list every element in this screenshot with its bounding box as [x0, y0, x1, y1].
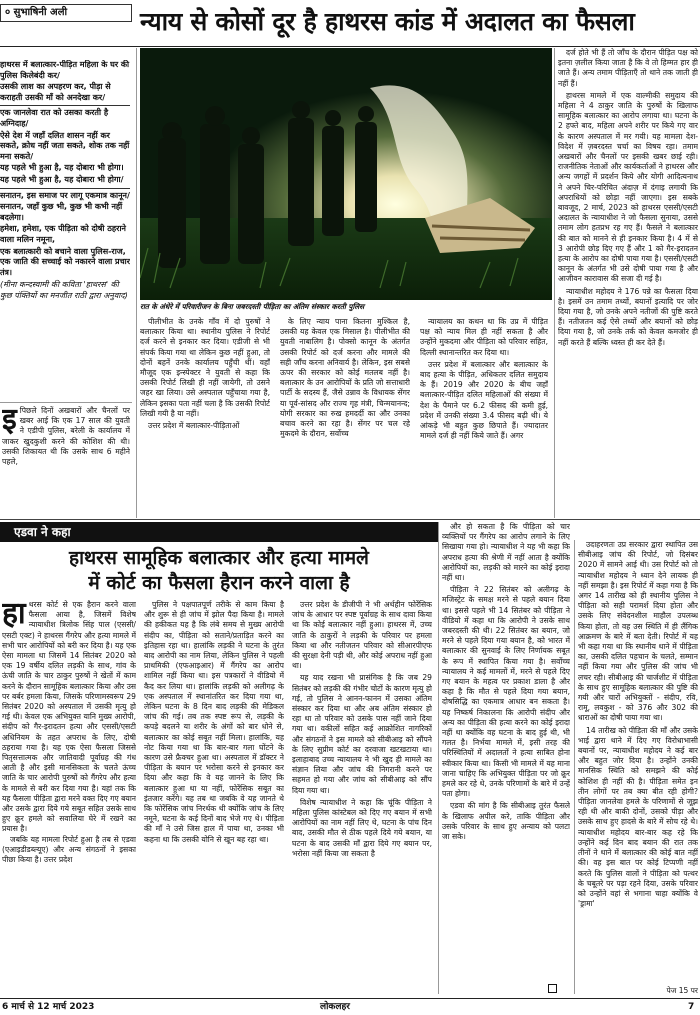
article2-headline: हाथरस सामूहिक बलात्कार और हत्या मामले में कोर्ट का फैसला हैरान करने वाला है	[69, 547, 369, 594]
article1-dropcap: इ	[2, 406, 17, 437]
article1-column-a: इ पिछले दिनों अखबारों और चैनलों पर खबर आई कि एक 17 साल की युवती ने एडीपी पुलिस, बरेली के कार्यालय में जाकर खुदकुशी करने की कोशिश की थी। उसकी शिकायत थी कि उसके साथ 6 महीने पहले,	[2, 406, 130, 467]
article1-column-e: दर्ज होते भी हैं तो जाँच के दौरान पीड़ित पक्ष को इतना ज़लील किया जाता है कि वे तो हिम्मत हार ही जाते हैं। अन्य तमाम पीड़िताएँ तो थाने तक जाती ही नहीं हैं। हाथरस मामले में एक वाल्मीकी समुदाय की महिला ने 4 ठाकुर जाति के पुरुषों के खिलाफ सामूहिक बलात्कार का आरोप लगाया था। घटना के 2 हफ्ते बाद, महिला अपने शरीर पर किये गए वार के कारण अस्पताल में मर गयी। यह मामला देश-विदेश में ज़बरदस्त चर्चा का विषय रहा। तमाम अखबारों और चैनलों पर इसकी खबर छाई रही। राजनीतिक नेताओं और कार्यकर्ताओं ने हाथरस और अन्य जगहों में प्रदर्शन किये और योगी आदित्यनाथ ने अपने चिर-परिचित अंदाज़ में दंगाइ लगायी कि अपराधियों को छोड़ा नहीं जाएगा। इस सबके बावजूद, 2 मार्च, 2023 को हाथरस एससी/एसटी अदालत के न्यायाधीश ने जो फैसला सुनाया, उससे तमाम लोग हतप्रभ रह गए हैं। फैसले ने बलात्कार की बात को मानने से ही इनकार किया है। 4 में से 3 आरोपी छोड़ दिए गए हैं और 1 को गैर-इरादतन हत्या के आरोप का दोषी पाया गया है। एससी/एसटी कानून के अंतर्गत भी उसे दोषी पाया गया है और आजीवन कारावास की सजा दी गई है। न्यायाधीश महोदय ने 176 पन्ने का फैसला दिया है। इसमें उन तमाम तथ्यों, बयानों इत्यादि पर जोर दिया गया है, जो उनके अपने नतीजों की पुष्टि करते हैं। नतीजतन कई ऐसे तथ्यों और बयानों को छोड़ दिया गया है, जो उनके तर्क को केवल कमजोर ही नहीं करते हैं बल्कि ध्वस्त ही कर देते हैं।	[558, 48, 698, 347]
poem-line: एक जानलेवा रात को उसका करती है अग्निदाह/	[0, 108, 109, 128]
poem-line: यह पहले भी हुआ है, यह दोबारा भी होगा।	[0, 163, 124, 173]
footer-date: 6 मार्च से 12 मार्च 2023	[2, 1002, 95, 1012]
header-rule	[0, 46, 700, 47]
footer-rule	[0, 998, 700, 999]
section-bar	[0, 522, 438, 542]
article1-column-d: न्यायालय का कथन था कि उप्र में पीड़ित पक्ष को न्याय मिल ही नहीं सकता है और उन्होंने मुकदमा और पीड़िता को परिवार सहित, दिल्ली स्थानान्तरित कर दिया था। उत्तर प्रदेश में बलात्कार और बलात्कार के बाद हत्या के पीड़ित, अधिकतर दलित समुदाय के हैं। 2019 और 2020 के बीच जहाँ बलात्कार-पीड़ित दलित महिलाओं की संख्या में देश के पैमाने पर 6.2 फीसद की कमी हुई, प्रदेश में उनकी संख्या 3.4 फीसद बढ़ी थी। ये आंकड़े भी बहुत कुछ छिपाते हैं। ज्यादातर मामले दर्ज ही नहीं किये जाते हैं। अगर	[420, 317, 548, 441]
article2-column-b: पुलिस ने पक्षपातपूर्ण तरीके से काम किया है और शुरू से ही जांच में झोल पैदा किया है। मामले की हकीकत यह है कि लंबे समय से मुख्य आरोपी संदीप का, पीड़िता को सताने/प्रताड़ित करने का इतिहास रहा था। हालांकि लड़की ने घटना के तुरंत बाद आरोपी का नाम लिया, लेकिन पुलिस ने पहली प्राथमिकी (एफआइआर) में गैंगरेप का आरोप शामिल नहीं किया था। इस पत्रकारों ने वीडियो में कैद कर लिया था। हालांकि लड़की को अलीगढ़ के एक अस्पताल में स्थानांतरित कर दिया गया था, लेकिन घटना के 8 दिन बाद लड़की की मेडिकल जांच की गई। तब तक स्पष्ट रूप से, लड़की के कपड़े बदलने या शरीर के अंगों को बार धोने से, बलात्कार का कोई सबूत नहीं मिला। हालांकि, यह नोट किया गया था कि बार-बार गला घोंटने के कारण उसे फ्रैक्चर हुआ था। अस्पताल में डॉक्टर ने पीड़िता के बयान पर भरोसा करने से इनकार कर दिया और कहा कि वे यह जानने के लिए कि बलात्कार हुआ था या नहीं, फोरेंसिक सबूत का इंतजार करेंगे। यह तब था जबकि वे यह जानते थे कि फोरेंसिक जांच निरर्थक थी क्योंकि जांच के लिए नमूने, घटना के कई दिनों बाद भेजे गए थे। पीड़िता की माँ ने उसे जिस हाल में पाया था, उनका भी कहना था कि उसकी योनि से खून बह रहा था।	[144, 600, 284, 844]
poem-title: ० सुभाषिनी अली	[5, 7, 68, 18]
poem-line: सनातन, जहाँ कुछ भी, कुछ भी कभी नहीं बदलेगा।	[0, 202, 123, 222]
article2-column-e: उदाहरणतः उप्र सरकार द्वारा स्थापित उस सीबीआइ जांच की रिपोर्ट, जो दिसंबर 2020 में सामने आई थी। उस रिपोर्ट को तो न्यायाधीश महोदय ने ध्यान देने लायक ही नहीं समझा है। इस रिपोर्ट में कहा गया है कि अगर 14 तारीख को ही स्थानीय पुलिस ने पीड़िता को सही परामर्श दिया होता और उसके लिए संवेदनशील माहौल उपलब्ध किया होता, तो वह उस स्थिति में ही लैंगिक आक्रमण के बारे में बता देती। रिपोर्ट में यह भी कहा गया था कि स्थानीय थाने में पीड़िता का, उसकी दलित पहचान के चलते, सम्मान नहीं किया गया और पुलिस की जांच भी लचर रही। सीबीआइ की चार्जशीट में पीड़िता के साथ हुए सामूहिक बलात्कार की पुष्टि की गयी और चारों अभियुक्तों - संदीप, रवि, रामू, लवकुश - को 376 और 302 की धाराओं का दोषी पाया गया था। 14 तारीख को पीड़िता की माँ और उसके भाई द्वारा थाने में दिए गए विरोधाभासी बयानों पर, न्यायाधीश महोदय ने कई बार और बहुत जोर दिया है। उन्होंने उनकी मानसिक स्थिति को समझने की कोई कोशिश ही नहीं की है। पीड़िता समेत इन तीन लोगों पर तब क्या बीत रही होगी? पीड़िता जानलेवा हमले के परिणामों से जूझ रही थी और बाकी दोनों, उसको पीड़ा और उसके साथ हुए हादसे के बारे में सोच रहे थे। न्यायाधीश महोदय बार-बार कह रहे कि उन्होंने कई दिन बाद बयान की रात तक तीनों ने थाने में बलात्कार की कोई बात नहीं की। वह इस बात पर कोई टिप्पणी नहीं करते कि पुलिस वालों ने पीड़िता को पत्थर के चबूतरे पर पड़ा रहने दिया, उसके परिवार को उन्होंने वहां से भगाना चाहा क्योंकि वे 'ड्रामा'	[578, 540, 698, 909]
poem-block	[0, 60, 130, 301]
continued-note: पेज 15 पर	[666, 986, 698, 995]
section-label: एडवा ने कहा	[14, 525, 71, 539]
poem-line: एक बलात्कारी को बचाने वाला पुलिस-राज, एक जाति की सच्चाई को नकारने वाला प्रचार तंत्र।	[0, 246, 130, 277]
article2-column-d: और हो सकता है कि पीड़िता को चार व्यक्तियों पर गैंगरेप का आरोप लगाने के लिए सिखाया गया हो। न्यायाधीश ने यह भी कहा कि अपराध हत्या की श्रेणी में नहीं आता है क्योंकि आरोपियों का, लड़की को मारने का कोई इरादा नहीं था। पीड़िता ने 22 सितंबर को अलीगढ़ के मजिस्ट्रेट के समक्ष मरने से पहले बयान दिया था। इससे पहले भी 14 सितंबर को पीड़िता ने वीडियो में कहा था कि आरोपी ने उसके साथ जबरदस्ती की थी। 22 सितंबर का बयान, जो मरने से पहले दिया गया बयान है, को भारत में बलात्कार की सुनवाई के लिए निर्णायक सबूत के रूप में स्थापित किया गया है। सर्वोच्च न्यायालय ने कई मामलों में, मरने से पहले दिए गए बयान के महत्व पर प्रकाश डाला है और कहा है कि मौत से पहले दिया गया बयान, दोषसिद्धि का एकमात्र आधार बन सकता है। यह निष्कर्ष निकालना कि आरोपी संदीप और अन्य का पीड़िता की हत्या करने का कोई इरादा नहीं था क्योंकि वह घटना के बाद हुई थी, भी गलत है। निर्भया मामले में, इसी तरह की परिस्थितियों में अदालतों ने हत्या साबित होना स्वीकार किया था। किसी भी मामले में यह माना जाना चाहिए कि अभियुक्त पीड़िता पर जो क्रूर हमले कर रहे थे, उनके परिणामों के बारे में उन्हें पता होगा। एडवा की मांग है कि सीबीआइ तुरंत फैसले के खिलाफ अपील करे, ताकि पीड़िता और उसके परिवार के साथ हुए अन्याय को पलटा जा सके।	[442, 522, 570, 842]
poem-line: उसकी लाश का अपहरण कर, पीड़ा से कराहती उसकी माँ को अनदेखा कर/	[0, 82, 111, 102]
poem-rule	[0, 402, 132, 403]
column-rule	[574, 540, 575, 994]
article1-column-c: के लिए न्याय पाना कितना मुश्किल है, उसकी यह केवल एक मिसाल है। पीलीभीत की युवती नाबालिग है। पोक्सो कानून के अंतर्गत उसकी रिपोर्ट को दर्ज करना और मामले की सही जाँच करना अनिवार्य है। लेकिन, इस सबसे ऊपर की सरकार को कोई मतलब नहीं है। बलात्कार के उन आरोपियों के प्रति जो सत्ताधारी पार्टी के सदस्य हैं, जैसे उन्नाव के विधायक सेंगर या पूर्व-सांसद और राज्य गृह मंत्री, चिन्मयानन्द; योगी सरकार का रुख हमदर्दी का और उनका बचाव करने का रहा है। सेंगर पर चल रहे मुकदमे के दौरान, सर्वोच्च	[280, 317, 410, 439]
article2-column-a: हा थरस कोर्ट से एक हैरान करने वाला फैसला आया है, जिसमें विशेष न्यायाधीश त्रिलोक सिंह पाल (एससी/एसटी एक्ट) ने हाथरस गैंगरेप और हत्या मामले में सभी चार आरोपियों को बरी कर दिया है। यह एक ऐसा मामला था जिसमें 14 सितंबर 2020 को एक 19 वर्षीय दलित लड़की के साथ, गांव के ऊंची जाति के चार ठाकुर पुरुषों ने खेतों में काम करने के दौरान सामूहिक बलात्कार किया और उस पर बर्बर हमला किया, जिसके परिणामस्वरूप 29 सितंबर 2020 को अस्पताल में उसकी मृत्यु हो गई थी। केवल एक अभियुक्त यानि मुख्य आरोपी, संदीप को गैर-इरादतन हत्या और एससी/एसटी अधिनियम के तहत अपराध के लिए, दोषी ठहराया गया है। यह एक ऐसा फैसला जिससे पितृसत्तात्मक और जातिवादी पूर्वाग्रह की गंध आती है और इसी मानसिकता के चलते ऊंच्च जाति के चार आरोपी पुरुषों को गैंगरेप और हत्या के मामले से बरी कर दिया गया है। यहां तक कि यह फैसला पीड़िता द्वारा मरने वक्त दिए गए बयान और उसके द्वारा दिये गये सबूत सहित उसके साथ हुए क्रूर हमले को सवालिया घेरे में रखने का प्रयास है। जबकि यह मामला रिपोर्ट हुआ है तब से एडवा (एआइडीडब्ल्यूए) और अन्य संगठनों ने इसका पीछा किया है। उत्तर प्रदेश	[2, 600, 136, 865]
poem-line: यह पहले भी हुआ है, यह दोबारा भी होगा/	[0, 174, 124, 184]
poem-title-box	[0, 4, 132, 22]
column-rule	[554, 48, 555, 518]
footer-page-number: 7	[688, 1002, 695, 1012]
news-photo	[140, 48, 552, 300]
column-rule	[438, 522, 439, 994]
section-divider	[0, 519, 700, 520]
poem-line: हमेशा, हमेशा, एक पीड़िता को दोषी ठहराने वाला मलिन नमूना,	[0, 224, 126, 244]
article2-column-c: उत्तर प्रदेश के डीजीपी ने भी अर्थहीन फोरेंसिक जांच के आधार पर स्पष्ट पूर्वाग्रह के साथ दावा किया था कि कोई बलात्कार नहीं हुआ। हाथरस में, उच्च जाति के ठाकुरों ने लड़की के परिवार पर हमला किया था और नतीजतन परिवार को सीआरपीएफ की सुरक्षा देनी पड़ी थी, और कोई अपराध नहीं हुआ था। यह याद रखना भी प्रासंगिक है कि जब 29 सितंबर को लड़की की गंभीर चोटों के कारण मृत्यु हो गई, तो पुलिस ने आनन-फानन में उसका अंतिम संस्कार कर दिया था और अब अंतिम संस्कार हो रहा था तो परिवार को उसके पास नहीं जाने दिया गया था। वकीलों सहित कई आक्रोशित नागरिकों और संगठनों ने इस मामले को सीबीआइ को सौंपने के लिए सुप्रीम कोर्ट का दरवाजा खटखटाया था। इलाहाबाद उच्च न्यायालय ने भी खुद ही मामले का संज्ञान लिया और जांच की निगरानी करने पर सहमत हो गया और जांच को सीबीआइ को सौंप दिया गया था। विशेष न्यायाधीश ने कहा कि चूंकि पीड़िता ने महिला पुलिस कांस्टेबल को दिए गए बयान में सभी आरोपियों का नाम नहीं लिए थे, घटना के पांच दिन बाद, उसकी मौत से ठीक पहले दिये गये बयान, या घटना के बाद उसकी माँ द्वारा दिये गए बयान पर, भरोसा नहीं किया जा सकता है	[292, 600, 432, 858]
poem-line: ऐसे देश में जहाँ दलित शासन नहीं कर सकते, क्रोध नहीं जता सकते, शोक तक नहीं मना सकते/	[0, 130, 130, 161]
column-rule	[136, 48, 137, 518]
night-cremation-photo	[140, 48, 552, 300]
photo-caption: रात के अंधेरे में परिवारीजन के बिना जबरदस्ती पीड़िता का अंतिम संस्कार करती पुलिस	[140, 302, 365, 311]
footer	[0, 1000, 700, 1015]
article2-dropcap: हा	[2, 600, 26, 631]
main-headline: न्याय से कोसों दूर है हाथरस कांड में अदालत का फैसला	[140, 7, 635, 36]
footer-publication: लोकलहर	[320, 1002, 350, 1012]
end-square-icon	[548, 984, 557, 993]
poem-line: सनातन, इस समाज पर लागू एकमात्र कानून/	[0, 190, 130, 200]
poem-credit: (मीना कन्दस्वामी की कविता 'हाथरस' की कुछ पंक्तियों का मनजीत राठी द्वारा अनुवाद)	[0, 280, 128, 300]
poem-line: हाथरस में बलात्कार-पीड़ित महिला के घर की पुलिस किलेबंदी कर/	[0, 60, 130, 80]
article1-column-b: पीलीभीत के उनके गाँव में दो पुरुषों ने बलात्कार किया था। स्थानीय पुलिस ने रिपोर्ट दर्ज करने से इनकार कर दिया। एडीजी से भी संपर्क किया गया था लेकिन कुछ नहीं हुआ, तो दोनों बहनें उनके कार्यालय पहुँची थीं। वहाँ मौजूद एक इन्स्पेक्टर ने युवती से कहा कि उसकी रिपोर्ट लिखी ही नहीं जायेगी, तो उसने जहर खा लिया। उसे अस्पताल पहुँचाया गया है, लेकिन इसका पता नहीं चला है कि उसकी रिपोर्ट लिखी गयी है या नहीं। उत्तर प्रदेश में बलात्कार-पीड़िताओं	[140, 317, 270, 431]
